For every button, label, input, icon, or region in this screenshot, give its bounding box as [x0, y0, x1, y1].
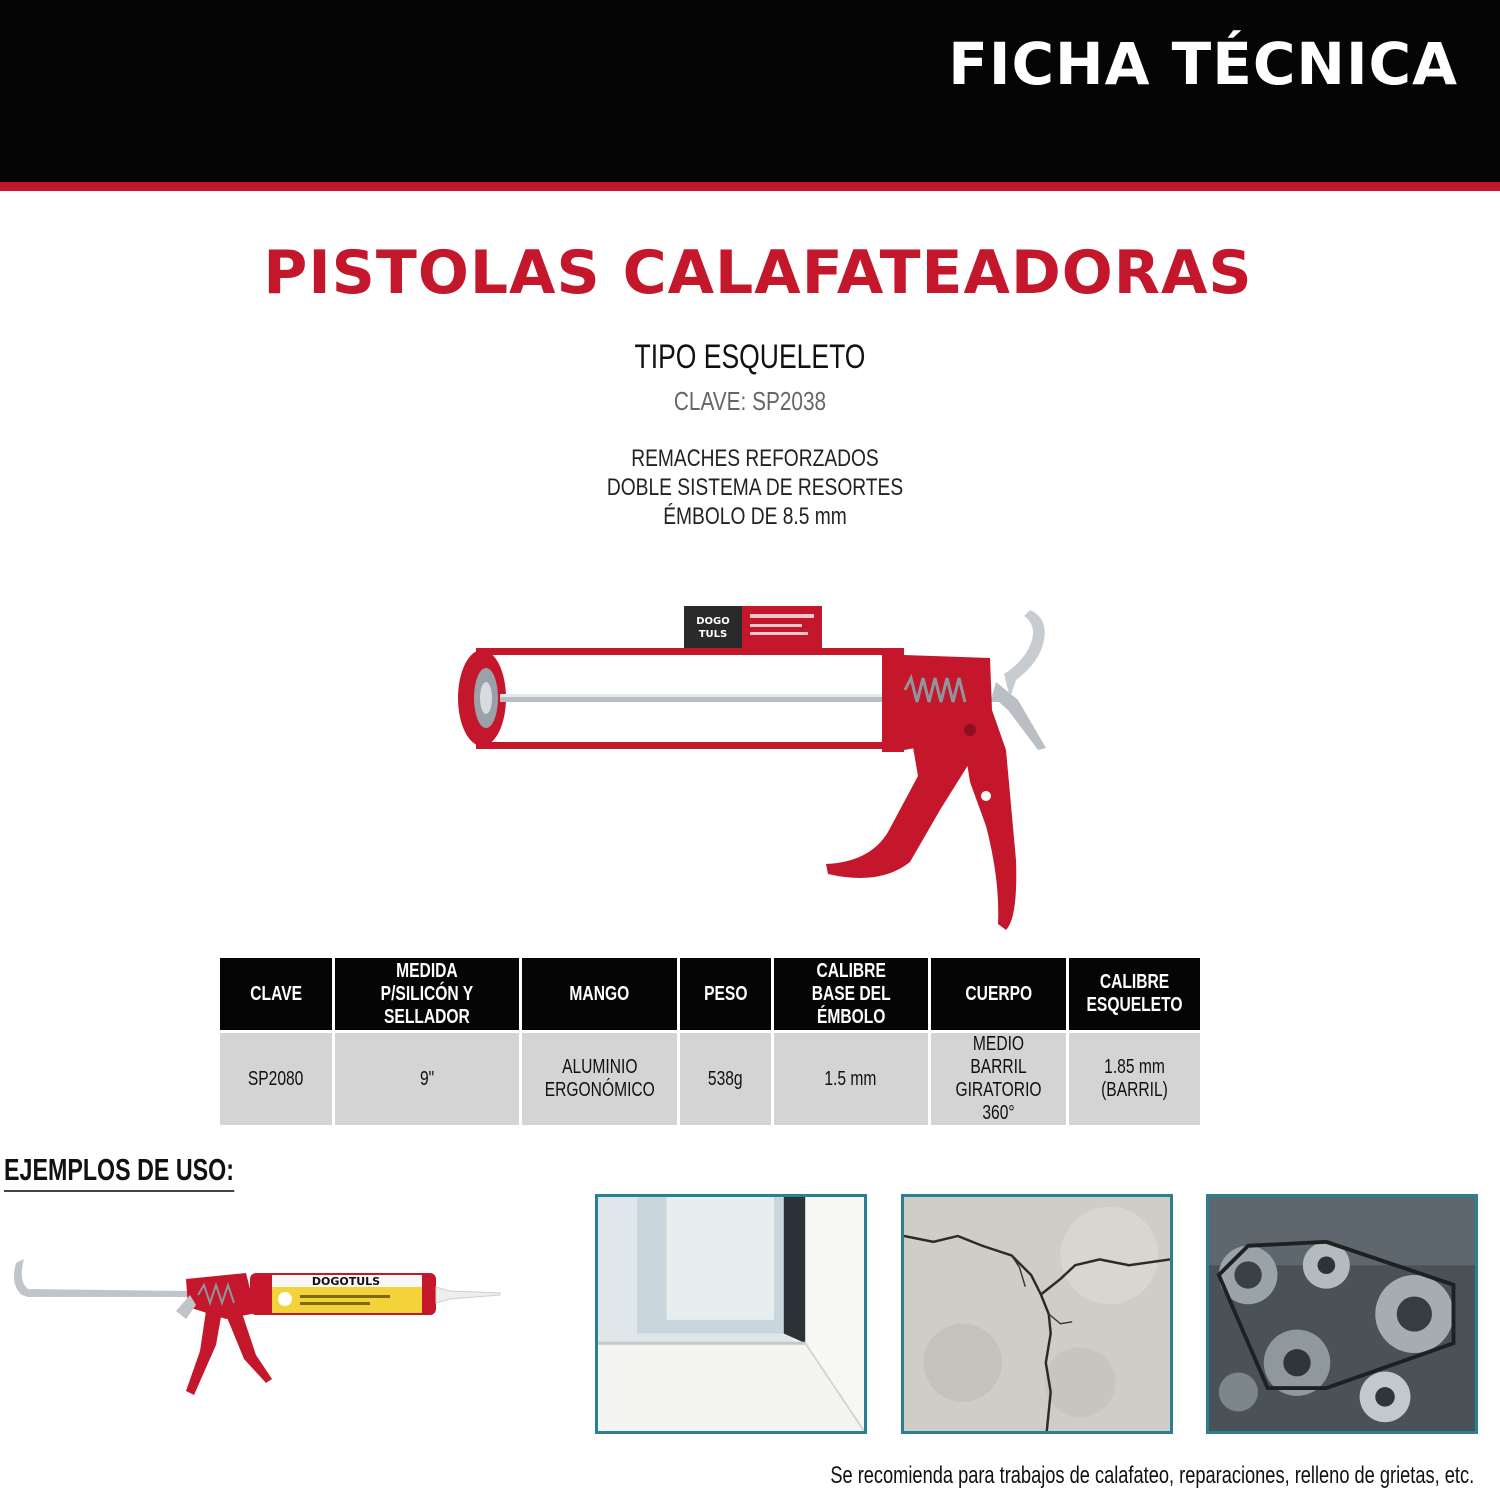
column-header: MEDIDA P/SILICÓN Y SELLADOR	[333, 958, 520, 1032]
feature-item: DOBLE SISTEMA DE RESORTES	[606, 474, 904, 501]
column-header: MANGO	[520, 958, 679, 1032]
column-header: CLAVE	[220, 958, 333, 1032]
package-brand-text: DOGO	[696, 616, 730, 627]
table-header-row	[220, 958, 1200, 1032]
table-cell: 538g	[679, 1032, 772, 1126]
svg-text:TULS: TULS	[698, 629, 728, 640]
table-cell: SP2080	[220, 1032, 333, 1126]
product-title: PISTOLAS CALAFATEADORAS	[263, 238, 1253, 308]
product-subtitle: TIPO ESQUELETO	[634, 338, 866, 376]
column-header: CALIBRE ESQUELETO	[1068, 958, 1200, 1032]
spec-table	[220, 958, 1200, 1125]
table-cell: ALUMINIO ERGONÓMICO	[520, 1032, 679, 1126]
feature-item: ÉMBOLO DE 8.5 mm	[663, 503, 847, 530]
table-cell: 1.5 mm	[772, 1032, 929, 1126]
usage-note: Se recomienda para trabajos de calafateo, reparaciones, relleno de grietas, etc.	[830, 1462, 1474, 1489]
table-cell: 9"	[333, 1032, 520, 1126]
caulking-gun-icon	[440, 600, 1080, 940]
column-header: PESO	[679, 958, 772, 1032]
header-title: FICHA TÉCNICA	[948, 30, 1458, 98]
header-stripe	[0, 182, 1500, 191]
cracked-wall-photo	[901, 1194, 1173, 1434]
table-row	[220, 1032, 1200, 1126]
column-header: CUERPO	[930, 958, 1068, 1032]
column-header: CALIBRE BASE DEL ÉMBOLO	[772, 958, 929, 1032]
window-frame-photo	[595, 1194, 867, 1434]
cartridge-brand-text: DOGOTULS	[311, 1275, 381, 1288]
table-cell: 1.85 mm (BARRIL)	[1068, 1032, 1200, 1126]
feature-item: REMACHES REFORZADOS	[631, 445, 879, 472]
caulking-gun-with-cartridge-icon	[10, 1255, 510, 1405]
table-cell: MEDIO BARRIL GIRATORIO 360°	[930, 1032, 1068, 1126]
uses-title: EJEMPLOS DE USO:	[4, 1152, 234, 1192]
engine-photo	[1206, 1194, 1478, 1434]
feature-list	[151, 444, 1359, 531]
product-code: CLAVE: SP2038	[673, 386, 827, 416]
